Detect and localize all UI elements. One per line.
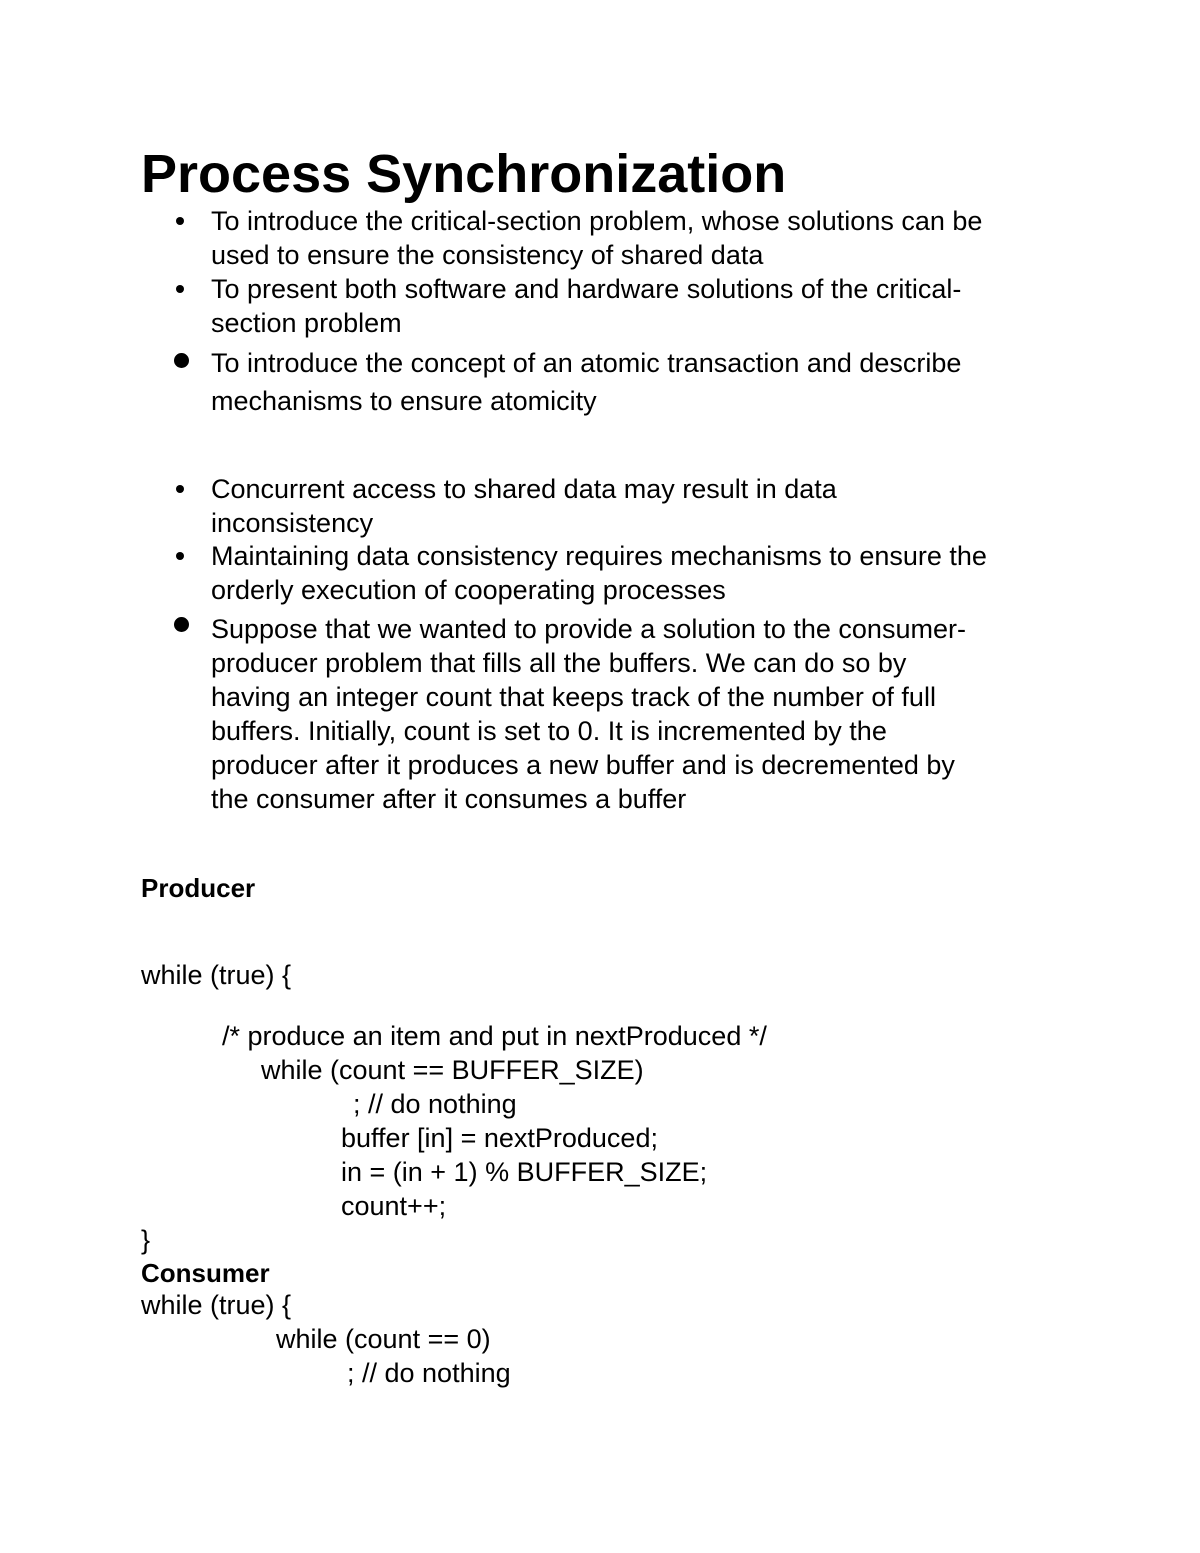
code-line: while (count == BUFFER_SIZE) (261, 1055, 644, 1085)
code-line: /* produce an item and put in nextProduced */ (222, 1021, 767, 1051)
code-line: while (true) { (141, 960, 292, 990)
list-item: Concurrent access to shared data may result in data inconsistency (211, 472, 1091, 540)
list-item: Maintaining data consistency requires mechanisms to ensure the orderly execution of cooperating processes (211, 539, 1091, 607)
page-title: Process Synchronization (141, 144, 787, 204)
bullet-icon (176, 485, 184, 493)
bullet-icon (176, 552, 184, 560)
bullet-icon (176, 285, 184, 293)
producer-heading: Producer (141, 873, 256, 903)
code-line: while (true) { (141, 1290, 292, 1320)
bullet-icon (174, 353, 189, 368)
list-item: To introduce the concept of an atomic transaction and describe mechanisms to ensure atomicity (211, 344, 1091, 420)
bullet-icon (174, 617, 189, 632)
code-line: while (count == 0) (276, 1324, 491, 1354)
list-item: Suppose that we wanted to provide a solution to the consumer- producer problem that fills all the buffers. We can do so by having an integer count that keeps track of the number of full buffers. Initially, count is set to 0. It is incremented by the producer after it produces a new buffer and is decremented by the consumer after it consumes a buffer (211, 612, 1091, 816)
list-item: To present both software and hardware solutions of the critical- section problem (211, 272, 1091, 340)
consumer-heading: Consumer (141, 1258, 270, 1288)
code-line: in = (in + 1) % BUFFER_SIZE; (341, 1157, 708, 1187)
code-line: buffer [in] = nextProduced; (341, 1123, 658, 1153)
code-line: ; // do nothing (353, 1089, 517, 1119)
code-line: } (141, 1225, 151, 1255)
code-line: ; // do nothing (347, 1358, 511, 1388)
bullet-icon (176, 217, 184, 225)
list-item: To introduce the critical-section problem, whose solutions can be used to ensure the consistency of shared data (211, 204, 1091, 272)
code-line: count++; (341, 1191, 447, 1221)
